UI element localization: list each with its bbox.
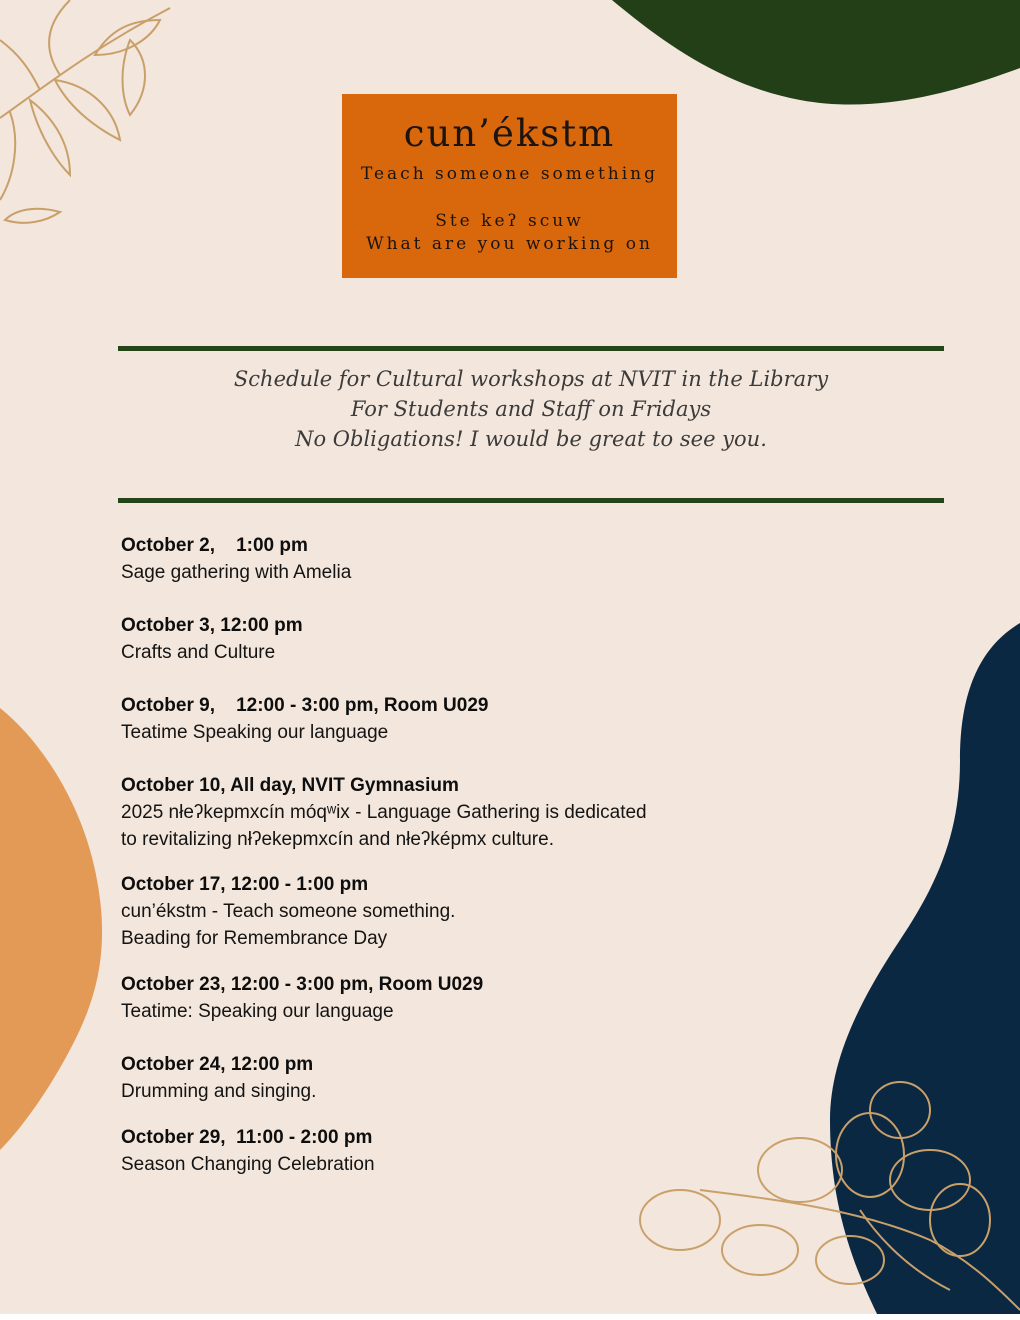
event-description: Crafts and Culture [121,642,276,663]
intro-line: Schedule for Cultural workshops at NVIT in the Library [233,367,829,391]
event-date: October 3, 12:00 pm [121,615,303,636]
event-date: October 29, 11:00 - 2:00 pm [121,1127,373,1148]
page-bottom-edge [0,1314,1020,1320]
event-description: Drumming and singing. [121,1081,317,1102]
event-item [121,871,761,952]
intro-text [118,364,944,454]
event-item [121,971,761,1025]
intro-line: No Obligations! I would be great to see you. [295,427,767,451]
title-banner [342,94,677,278]
banner-subtitle: Teach someone something [360,164,659,184]
banner-question-english: What are you working on [366,234,653,254]
event-date: October 9, 12:00 - 3:00 pm, Room U029 [121,695,489,716]
event-date: October 17, 12:00 - 1:00 pm [121,874,369,895]
event-description: to revitalizing nłʔekepmxcín and nłeʔképmx culture. [121,829,554,850]
event-item [121,1051,761,1105]
event-item [121,772,761,853]
event-item [121,692,761,746]
event-description: Sage gathering with Amelia [121,562,352,583]
event-description: Teatime Speaking our language [121,722,389,743]
event-item [121,532,761,586]
event-description: Beading for Remembrance Day [121,928,388,949]
divider-bottom [118,498,944,503]
banner-title: cun’ékstm [403,112,616,155]
leaf-branch-top-left [0,0,170,223]
orange-blob [0,708,102,1150]
event-date: October 23, 12:00 - 3:00 pm, Room U029 [121,974,484,995]
event-date: October 24, 12:00 pm [121,1054,314,1075]
intro-line: For Students and Staff on Fridays [350,397,712,421]
event-description: Season Changing Celebration [121,1154,375,1175]
event-date: October 10, All day, NVIT Gymnasium [121,775,459,796]
event-item [121,612,761,666]
event-description: 2025 nłeʔkepmxcín móqʷix - Language Gathering is dedicated [121,802,647,823]
banner-question-native: Ste keʔ scuw [435,211,584,231]
green-blob [612,0,1020,105]
divider-top [118,346,944,351]
event-date: October 2, 1:00 pm [121,535,308,556]
event-description: cun’ékstm - Teach someone something. [121,901,456,922]
event-item [121,1124,761,1178]
event-description: Teatime: Speaking our language [121,1001,394,1022]
